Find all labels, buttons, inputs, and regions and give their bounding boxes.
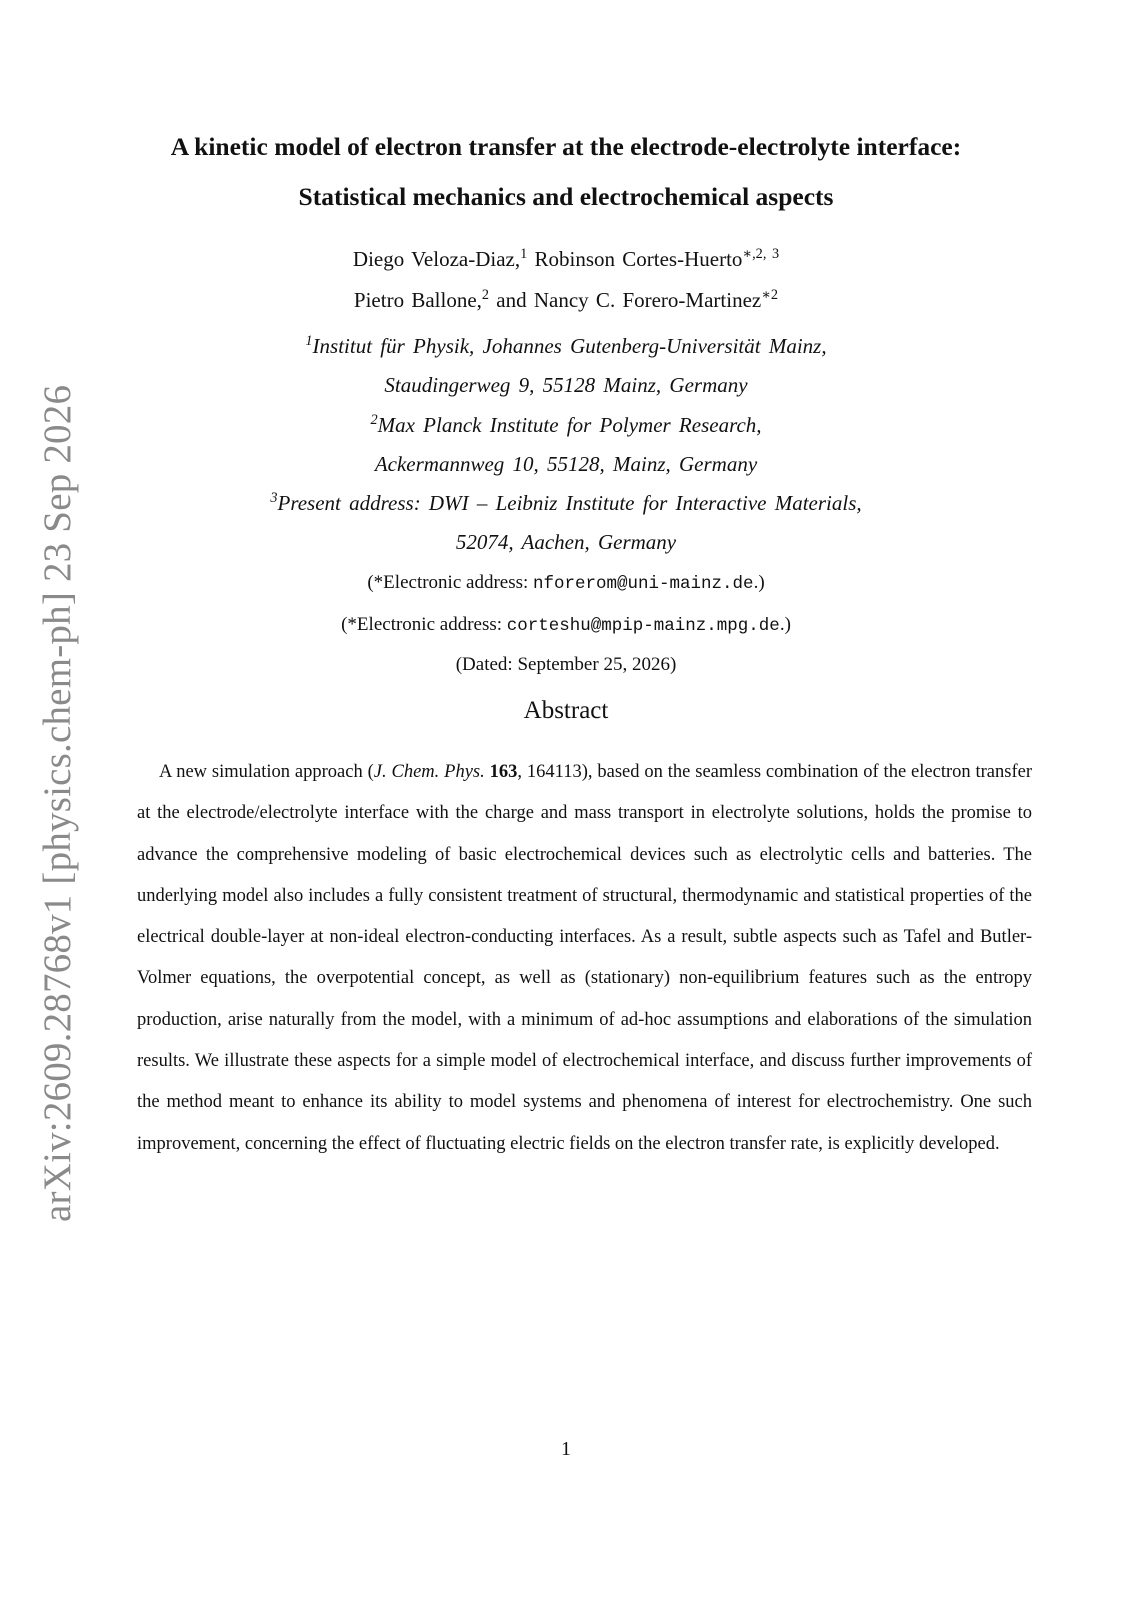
paper-title-line-2: Statistical mechanics and electrochemical aspects — [298, 182, 834, 211]
paper-title-line-1: A kinetic model of electron transfer at the electrode-electrolyte interface: — [170, 132, 962, 161]
journal-volume: 163 — [489, 762, 518, 782]
author-affiliation-mark: ∗,2, 3 — [742, 246, 780, 263]
abstract-body — [137, 752, 1032, 1165]
affiliation-2-line-1 — [0, 413, 1132, 438]
author-affiliation-mark: 1 — [520, 246, 528, 263]
email-address[interactable]: nforerom@uni-mainz.de — [533, 574, 754, 594]
author-name: Robinson Cortes-Huerto — [534, 247, 743, 271]
arxiv-side-stamp: arXiv:2609.28768v1 [physics.chem-ph] 23 Sep 2026 — [36, 384, 79, 1222]
abstract-heading: Abstract — [523, 697, 609, 724]
email-label: (*Electronic address: — [341, 614, 507, 635]
abstract-text: , 164113), based on the seamless combination of the electron transfer at the electrode/electrolyte interface with the charge and mass transport in electrolyte solutions, holds the promise to advance the comprehensive modeling of basic electrochemical devices such as electrolytic cells and batteries. The underlying model also includes a fully consistent treatment of structural, thermodynamic and statistical properties of the electrical double-layer at non-ideal electron-conducting interfaces. As a result, subtle aspects such as Tafel and Butler-Volmer equations, the overpotential concept, as well as (stationary) non-equilibrium features such as the entropy production, arise naturally from the model, with a minimum of ad-hoc assumptions and elaborations of the simulation results. We illustrate these aspects for a simple model of electrochemical interface, and discuss further improvements of the method meant to enhance its ability to model systems and phenomena of interest for electrochemistry. One such improvement, concerning the effect of fluctuating electric fields on the electron transfer rate, is explicitly developed. — [137, 762, 1032, 1154]
affiliation-2-line-2: Ackermannweg 10, 55128, Mainz, Germany — [374, 452, 758, 476]
affiliation-3-line-1 — [0, 491, 1132, 516]
affiliation-1-line-2: Staudingerweg 9, 55128 Mainz, Germany — [384, 373, 748, 397]
author-line-1 — [0, 247, 1132, 272]
email-label: (*Electronic address: — [367, 572, 534, 593]
email-close: .) — [753, 572, 765, 593]
email-close: .) — [779, 614, 791, 635]
affiliation-mark: 3 — [270, 490, 278, 507]
affiliation-mark: 1 — [305, 333, 313, 350]
author-name: Pietro Ballone, — [353, 288, 482, 312]
affiliation-1-line-1 — [0, 334, 1132, 359]
author-affiliation-mark: 2 — [481, 287, 490, 304]
author-name: Nancy C. Forero-Martinez — [533, 288, 762, 312]
email-line-1 — [0, 572, 1132, 594]
author-conjunction: and — [496, 288, 527, 312]
journal-name: J. Chem. Phys. — [373, 762, 485, 782]
page-number: 1 — [561, 1438, 571, 1460]
email-address[interactable]: corteshu@mpip-mainz.mpg.de — [506, 616, 780, 636]
affiliation-text: Max Planck Institute for Polymer Research, — [377, 413, 762, 437]
author-affiliation-mark: ∗2 — [761, 287, 779, 304]
author-name: Diego Veloza-Diaz, — [352, 247, 521, 271]
abstract-paragraph — [137, 752, 1032, 1165]
affiliation-text: Institut für Physik, Johannes Gutenberg-Universität Mainz, — [312, 334, 827, 358]
affiliation-3-line-2: 52074, Aachen, Germany — [455, 530, 677, 554]
author-line-2 — [0, 288, 1132, 313]
email-line-2 — [0, 614, 1132, 636]
dated-line: (Dated: September 25, 2026) — [455, 654, 677, 675]
affiliation-mark: 2 — [370, 412, 378, 429]
abstract-text: A new simulation approach ( — [159, 762, 374, 782]
affiliation-text: Present address: DWI – Leibniz Institute for Interactive Materials, — [277, 491, 862, 515]
